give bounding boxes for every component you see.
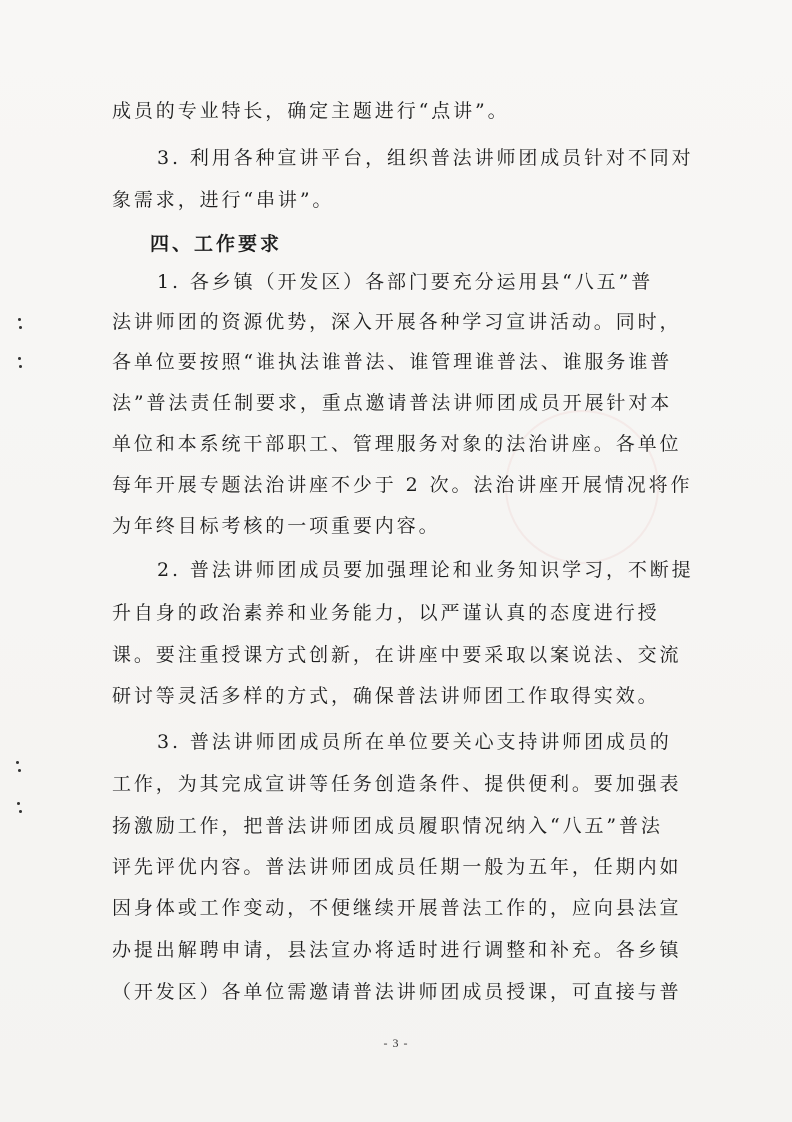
scan-mark — [17, 802, 20, 805]
body-line: 课。要注重授课方式创新，在讲座中要采取以案说法、交流 — [112, 644, 682, 666]
body-line: 扬激励工作，把普法讲师团成员履职情况纳入“八五”普法 — [112, 815, 663, 837]
scan-mark — [19, 326, 22, 329]
body-line: 每年开展专题法治讲座不少于 2 次。法治讲座开展情况将作 — [112, 474, 693, 496]
scan-mark — [18, 318, 21, 321]
body-line: 因身体或工作变动，不便继续开展普法工作的，应向县法宣 — [112, 897, 682, 919]
body-line: 研讨等灵活多样的方式，确保普法讲师团工作取得实效。 — [112, 685, 660, 707]
body-line: 2. 普法讲师团成员要加强理论和业务知识学习，不断提 — [157, 559, 694, 581]
scan-mark — [18, 357, 21, 360]
scan-mark — [18, 769, 21, 772]
body-line: 法”普法责任制要求，重点邀请普法讲师团成员开展针对本 — [112, 392, 673, 414]
body-line: 3. 普法讲师团成员所在单位要关心支持讲师团成员的 — [157, 731, 672, 753]
body-line: 象需求，进行“串讲”。 — [112, 189, 335, 211]
body-line: （开发区）各单位需邀请普法讲师团成员授课，可直接与普 — [112, 981, 682, 1003]
body-line: 各单位要按照“谁执法谁普法、谁管理谁普法、谁服务谁普 — [112, 351, 673, 373]
body-line: 为年终目标考核的一项重要内容。 — [112, 515, 441, 537]
scan-mark — [19, 365, 22, 368]
body-line: 工作，为其完成宣讲等任务创造条件、提供便利。要加强表 — [112, 773, 682, 795]
body-line: 1. 各乡镇（开发区）各部门要充分运用县“八五”普 — [157, 271, 654, 293]
body-line: 评先评优内容。普法讲师团成员任期一般为五年，任期内如 — [112, 856, 682, 878]
body-line: 升自身的政治素养和业务能力，以严谨认真的态度进行授 — [112, 602, 660, 624]
body-line: 成员的专业特长，确定主题进行“点讲”。 — [112, 100, 510, 122]
scan-mark — [19, 810, 22, 813]
body-line: 单位和本系统干部职工、管理服务对象的法治讲座。各单位 — [112, 433, 682, 455]
body-line: 法讲师团的资源优势，深入开展各种学习宣讲活动。同时， — [112, 311, 682, 333]
body-line: 办提出解聘申请，县法宣办将适时进行调整和补充。各乡镇 — [112, 939, 682, 961]
scan-mark — [16, 761, 19, 764]
page-number: - 3 - — [383, 1036, 409, 1050]
section-heading: 四、工作要求 — [150, 233, 283, 255]
body-line: 3. 利用各种宣讲平台，组织普法讲师团成员针对不同对 — [157, 147, 694, 169]
